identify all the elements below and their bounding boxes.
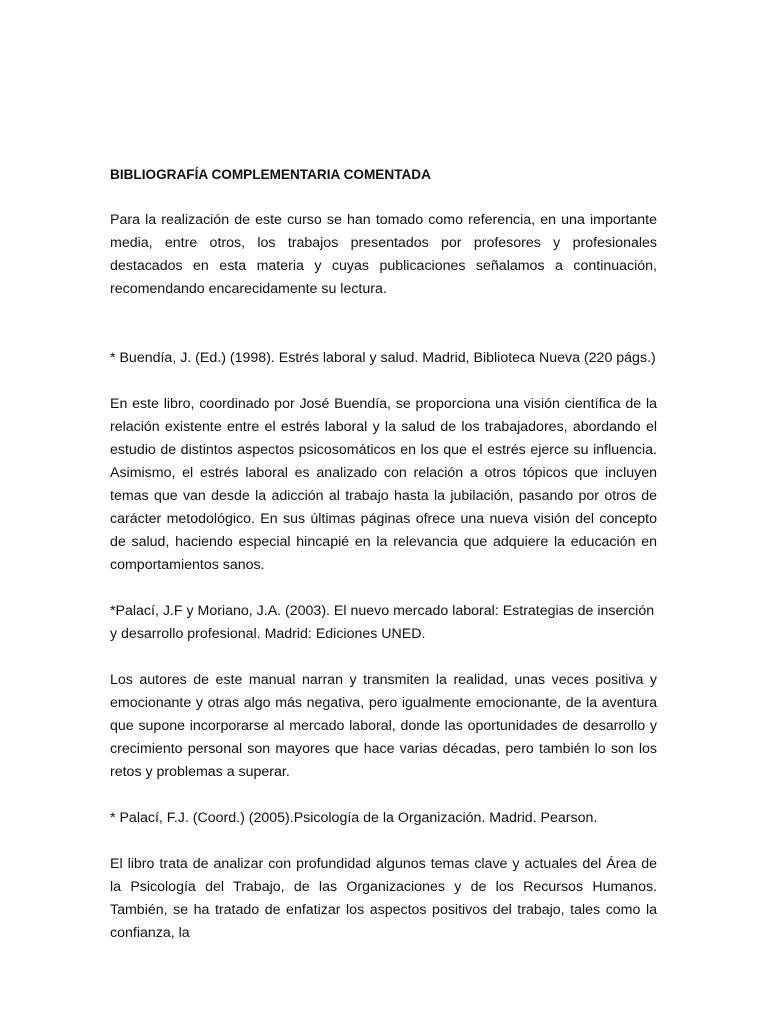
reference-palaci-moriano: *Palací, J.F y Moriano, J.A. (2003). El nuevo mercado laboral: Estrategias de inserción y desarrollo profesional. Madrid: Ediciones UNED.	[110, 603, 655, 642]
comment-palaci-moriano: Los autores de este manual narran y transmiten la realidad, unas veces positiva y emocionante y otras algo más negativa, pero igualmente emocionante, de la aventura que supone incorporarse al mercado laboral, donde las oportunidades de desarrollo y crecimiento personal son mayores que hace varias décadas, pero también lo son los retos y problemas a superar.	[110, 672, 657, 780]
comment-palaci-2005: El libro trata de analizar con profundidad algunos temas clave y actuales del Área de la Psicología del Trabajo, de las Organizaciones y de los Recursos Humanos. También, se ha tratado de enfatizar los aspectos positivos del trabajo, tales como la confianza, la	[110, 856, 657, 941]
comment-buendia: En este libro, coordinado por José Buendía, se proporciona una visión científica de la relación existente entre el estrés laboral y la salud de los trabajadores, abordando el estudio de distintos aspectos psicosomáticos en los que el estrés ejerce su influencia. Asimismo, el estrés laboral es analizado con relación a otros tópicos que incluyen temas que van desde la adicción al trabajo hasta la jubilación, pasando por otros de carácter metodológico. En sus últimas páginas ofrece una nueva visión del concepto de salud, haciendo especial hincapié en la relevancia que adquiere la educación en comportamientos sanos.	[110, 396, 657, 573]
section-heading: BIBLIOGRAFÍA COMPLEMENTARIA COMENTADA	[110, 167, 431, 182]
reference-buendia: * Buendía, J. (Ed.) (1998). Estrés laboral y salud. Madrid, Biblioteca Nueva (220 págs.)	[110, 350, 656, 366]
document-body	[110, 163, 657, 968]
intro-paragraph: Para la realización de este curso se han tomado como referencia, en una importante media, entre otros, los trabajos presentados por profesores y profesionales destacados en esta materia y cuyas publicaciones señalamos a continuación, recomendando encarecidamente su lectura.	[110, 212, 657, 297]
reference-palaci-2005: * Palací, F.J. (Coord.) (2005).Psicología de la Organización. Madrid. Pearson.	[110, 810, 598, 826]
